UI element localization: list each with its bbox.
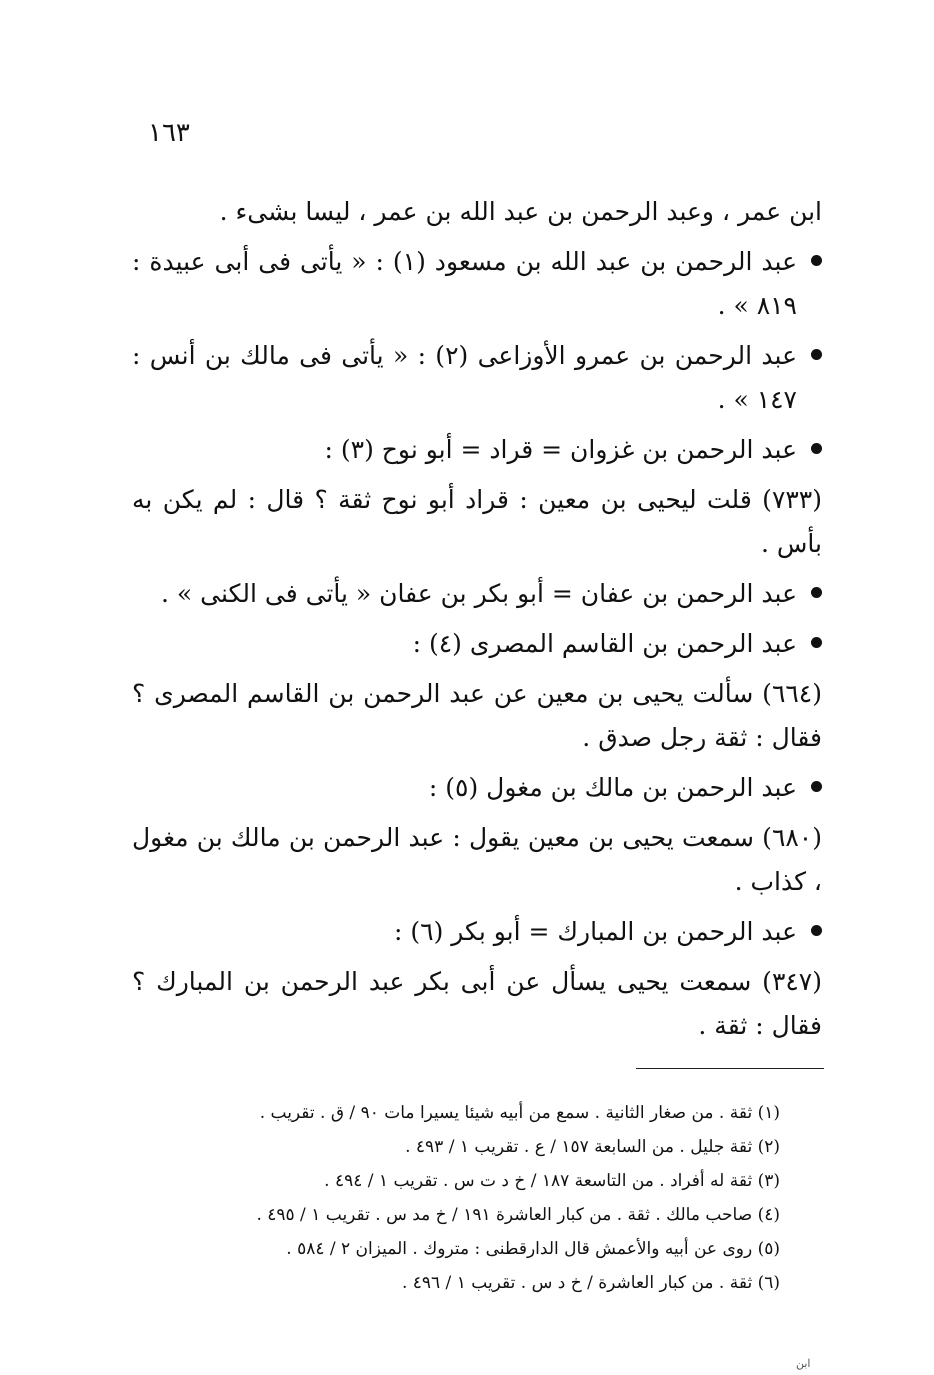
intro-line: ابن عمر ، وعبد الرحمن بن عبد الله بن عمر ، ليسا بشىء . — [219, 197, 822, 226]
catchword: ابن — [796, 1357, 811, 1370]
bullet-icon — [811, 255, 822, 266]
bullet-icon — [811, 637, 822, 648]
narration-347: (٣٤٧) سمعت يحيى يسأل عن أبى بكر عبد الرحمن بن المبارك ؟ فقال : ثقة . — [132, 967, 822, 1040]
entry-awzai: عبد الرحمن بن عمرو الأوزاعى (٢) : « يأتى فى مالك بن أنس : ١٤٧ » . — [132, 334, 822, 422]
footnote-4: (٤) صاحب مالك . ثقة . من كبار العاشرة ١٩١ / خ مد س . تقريب ١ / ٤٩٥ . — [256, 1205, 780, 1225]
bullet-icon — [811, 925, 822, 936]
entry-abdulrahman-ibn-masud: عبد الرحمن بن عبد الله بن مسعود (١) : « يأتى فى أبى عبيدة : ٨١٩ » . — [132, 240, 822, 328]
footnote-6: (٦) ثقة . من كبار العاشرة / خ د س . تقريب ١ / ٤٩٦ . — [401, 1273, 780, 1293]
main-text — [132, 190, 822, 1054]
bullet-icon — [811, 349, 822, 360]
entry-mubarak: عبد الرحمن بن المبارك = أبو بكر (٦) : — [132, 910, 822, 954]
narration-680: (٦٨٠) سمعت يحيى بن معين يقول : عبد الرحمن بن مالك بن مغول ، كذاب . — [132, 823, 822, 896]
footnote-5: (٥) روى عن أبيه والأعمش قال الدارقطنى : متروك . الميزان ٢ / ٥٨٤ . — [286, 1239, 780, 1259]
footnotes — [120, 1096, 780, 1300]
narration-733: (٧٣٣) قلت ليحيى بن معين : قراد أبو نوح ثقة ؟ قال : لم يكن به بأس . — [132, 485, 822, 558]
entry-malik-mighwal: عبد الرحمن بن مالك بن مغول (٥) : — [132, 766, 822, 810]
narration-664: (٦٦٤) سألت يحيى بن معين عن عبد الرحمن بن القاسم المصرى ؟ فقال : ثقة رجل صدق . — [132, 679, 822, 752]
footnote-1: (١) ثقة . من صغار الثانية . سمع من أبيه شيئا يسيرا مات ٩٠ / ق . تقريب . — [259, 1103, 780, 1123]
page-number: ١٦٣ — [148, 118, 190, 148]
footnote-2: (٢) ثقة جليل . من السابعة ١٥٧ / ع . تقريب ١ / ٤٩٣ . — [405, 1137, 780, 1157]
footnote-divider — [636, 1068, 824, 1069]
footnote-3: (٣) ثقة له أفراد . من التاسعة ١٨٧ / خ د ت س . تقريب ١ / ٤٩٤ . — [324, 1171, 780, 1191]
bullet-icon — [811, 781, 822, 792]
entry-qasim-masri: عبد الرحمن بن القاسم المصرى (٤) : — [132, 622, 822, 666]
bullet-icon — [811, 587, 822, 598]
entry-affan: عبد الرحمن بن عفان = أبو بكر بن عفان « يأتى فى الكنى » . — [132, 572, 822, 616]
entry-ghazwan: عبد الرحمن بن غزوان = قراد = أبو نوح (٣) : — [132, 428, 822, 472]
bullet-icon — [811, 443, 822, 454]
